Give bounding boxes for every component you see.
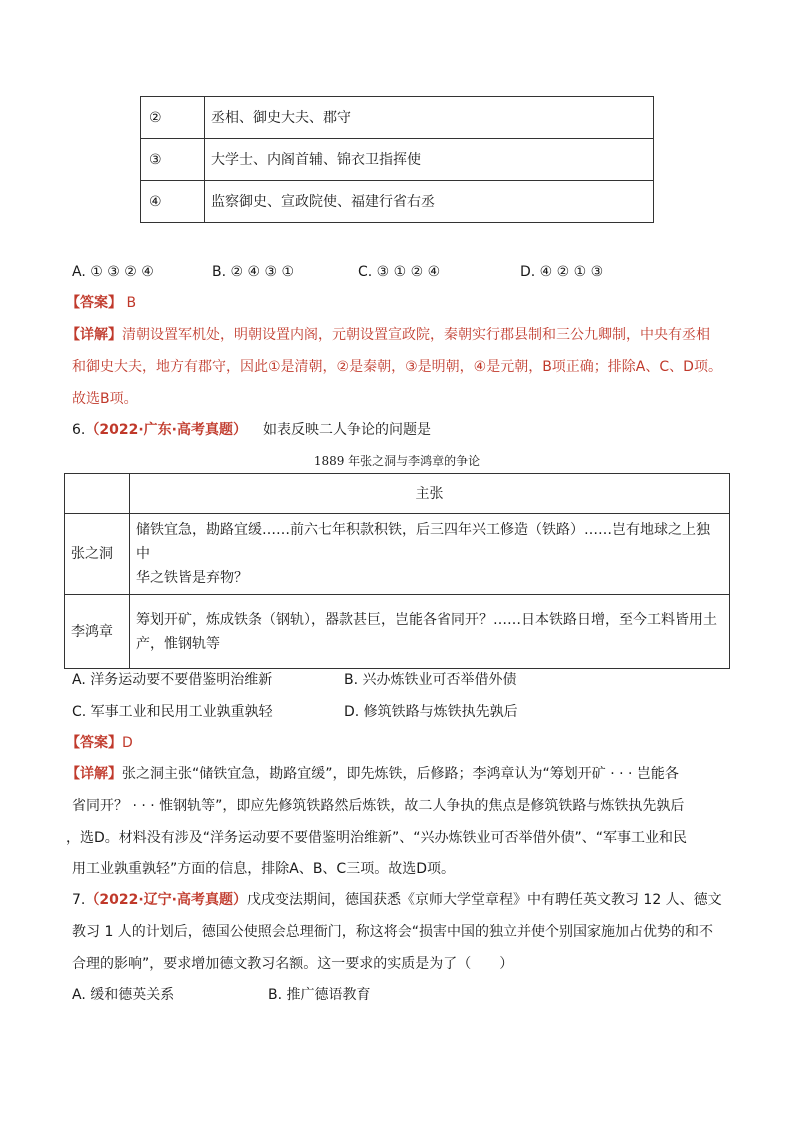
row-number: ④ (141, 181, 205, 223)
table-row (141, 97, 654, 139)
detail-label: 【详解】 (66, 766, 122, 782)
table-row (141, 139, 654, 181)
option-b[interactable]: B. 推广德语教育 (268, 987, 371, 1003)
answer-row (66, 293, 136, 313)
option-c[interactable]: C. 军事工业和民用工业孰重孰轻 (72, 704, 273, 720)
answer-label: 【答案】 (66, 735, 122, 751)
table-row (141, 181, 654, 223)
row-officials: 大学士、内阁首辅、锦衣卫指挥使 (205, 139, 654, 181)
row-officials: 丞相、御史大夫、郡守 (205, 97, 654, 139)
option-c[interactable]: C. ③ ① ② ④ (358, 264, 441, 280)
row-number: ② (141, 97, 205, 139)
empty-cell (65, 474, 130, 514)
row-officials: 监察御史、宣政院使、福建行省右丞 (205, 181, 654, 223)
answer-value: D (122, 735, 133, 751)
table-row (65, 514, 730, 595)
detail-line: 【详解】清朝设置军机处，明朝设置内阁，元朝设置宣政院，秦朝实行郡县制和三公九卿制，中央有丞相 (66, 327, 710, 343)
option-a[interactable]: A. 洋务运动要不要借鉴明治维新 (72, 672, 273, 688)
person-name: 李鸿章 (65, 595, 130, 669)
answer-label: 【答案】 (66, 295, 122, 311)
person-claim: 筹划开矿，炼成铁条（钢轨），器款甚巨，岂能各省同开？……日本铁路日增，至今工料皆用土 产，惟钢轨等 (130, 595, 730, 669)
person-name: 张之洞 (65, 514, 130, 595)
question-stem-line: 教习 1 人的计划后，德国公使照会总理衙门，称这将会“损害中国的独立并使个别国家施加占优势的和不 (72, 924, 714, 940)
row-number: ③ (141, 139, 205, 181)
table-caption: 1889 年张之洞与李鸿章的争论 (313, 454, 481, 468)
option-b[interactable]: B. 兴办炼铁业可否举借外债 (344, 672, 517, 688)
question-number: 7. (72, 892, 86, 908)
officials-table (140, 96, 654, 223)
question-source: （2022·广东·高考真题） (85, 422, 247, 438)
table-header-row (65, 474, 730, 514)
option-a[interactable]: A. ① ③ ② ④ (72, 264, 154, 280)
detail-line: 用工业孰重孰轻”方面的信息，排除A、B、C三项。故选D项。 (72, 861, 455, 877)
question-stem: 如表反映二人争论的问题是 (262, 422, 431, 438)
detail-line: 【详解】张之洞主张“储铁宜急，勘路宜缓”，即先炼铁，后修路；李鸿章认为“筹划开矿 · · · 岂能各 (66, 766, 679, 782)
question-stem-line: 合理的影响”，要求增加德文教习名额。这一要求的实质是为了（ ） (72, 956, 514, 972)
detail-line: 故选B项。 (72, 391, 138, 407)
detail-line: 和御史大夫，地方有郡守，因此①是清朝，②是秦朝，③是明朝，④是元朝，B项正确；排除A、C、D项。 (72, 359, 722, 375)
person-claim: 储铁宜急，勘路宜缓……前六七年积款积铁，后三四年兴工修造（铁路）……岂有地球之上独中 华之铁皆是弃物？ (130, 514, 730, 595)
table-row (65, 595, 730, 669)
detail-line: ，选D。材料没有涉及“洋务运动要不要借鉴明治维新”、“兴办炼铁业可否举借外债”、“军事工业和民 (66, 830, 688, 846)
detail-line: 省同开？ · · · 惟钢轨等”，即应先修筑铁路然后炼铁，故二人争执的焦点是修筑铁路与炼铁执先孰后 (72, 798, 685, 814)
option-b[interactable]: B. ② ④ ③ ① (212, 264, 295, 280)
debate-table (64, 473, 730, 669)
question-7-heading (72, 890, 722, 910)
question-source: （2022·辽宁·高考真题） (85, 892, 247, 908)
answer-row (66, 733, 133, 753)
option-d[interactable]: D. 修筑铁路与炼铁执先孰后 (344, 704, 518, 720)
question-number: 6. (72, 422, 86, 438)
option-d[interactable]: D. ④ ② ① ③ (520, 264, 604, 280)
question-stem: 戊戌变法期间，德国获悉《京师大学堂章程》中有聘任英文教习 12 人、德文 (246, 892, 722, 908)
answer-value: B (126, 295, 137, 311)
option-a[interactable]: A. 缓和德英关系 (72, 987, 175, 1003)
question-6-heading (72, 420, 431, 440)
detail-label: 【详解】 (66, 327, 122, 343)
column-header: 主张 (130, 474, 730, 514)
